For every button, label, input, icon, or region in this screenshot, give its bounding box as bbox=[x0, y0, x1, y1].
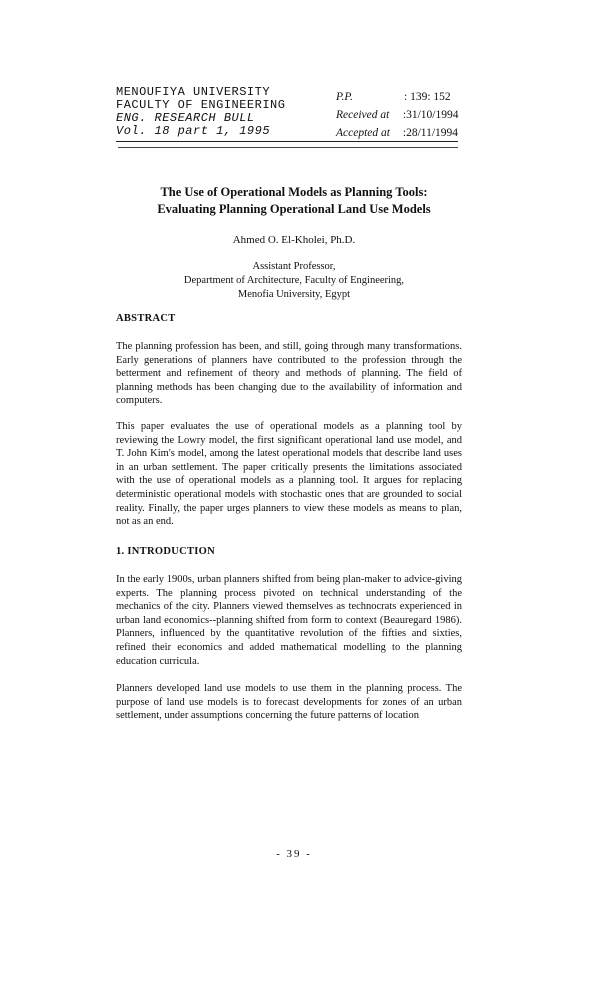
title-line-1: The Use of Operational Models as Planning Tools: bbox=[160, 185, 428, 199]
pp-label: P.P. bbox=[336, 91, 353, 103]
received-value: :31/10/1994 bbox=[402, 109, 459, 121]
journal-info bbox=[116, 86, 285, 138]
received-label: Received at bbox=[336, 109, 390, 121]
received-date bbox=[336, 106, 458, 124]
abstract-paragraph-2: This paper evaluates the use of operational models as a planning tool by reviewing the Lowry model, the first significant operational land use model, and T. John Kim's model, among the latest operational models that describe land uses in an urban settlement. The paper critically presents the limitations associated with the use of operational models as a planning tool. It argues for replacing deterministic operational models with stochastic ones that are grounded to social reality. Finally, the paper urges planners to view these models as means to plan, not as an end. bbox=[116, 421, 462, 528]
introduction-paragraph-2: Planners developed land use models to use them in the planning process. The purpose of land use models is to forecast developments for zones of an urban settlement, under assumptions concerning the future patterns of location bbox=[116, 683, 462, 722]
title-line-2: Evaluating Planning Operational Land Use Models bbox=[157, 202, 431, 216]
accepted-label: Accepted at bbox=[336, 127, 390, 139]
affiliation-line-1: Assistant Professor, bbox=[252, 261, 336, 272]
pp-value: : 139: 152 bbox=[404, 91, 451, 103]
introduction-paragraph-1: In the early 1900s, urban planners shifted from being plan-maker to advice-giving experts. The planning process pivoted on technical understanding of the mechanics of the city. Planners viewed themselves as technocrats experienced in urban land economics--planning shifted from form to context (Beauregard 1986). Planners, influenced by the quantitative revolution of the fifties and sixties, refined their economics and added mathematical modelling to the planning education curricula. bbox=[116, 574, 462, 667]
paper-title bbox=[116, 184, 472, 218]
header-rule bbox=[116, 141, 458, 142]
university-name: MENOUFIYA UNIVERSITY bbox=[116, 85, 271, 99]
volume-info: Vol. 18 part 1, 1995 bbox=[116, 124, 271, 138]
author-affiliation bbox=[116, 260, 472, 302]
accepted-date bbox=[336, 124, 458, 142]
affiliation-line-2: Department of Architecture, Faculty of Engineering, bbox=[183, 275, 405, 286]
header-rule-secondary bbox=[118, 147, 458, 148]
affiliation-line-3: Menofia University, Egypt bbox=[237, 289, 351, 300]
introduction-heading: 1. INTRODUCTION bbox=[116, 546, 216, 557]
abstract-paragraph-1: The planning profession has been, and still, going through many transformations. Early generations of planners have contributed to the profession through the betterment and refinement of theory and methods of planning. The field of planning methods has been changing due to the availability of information and computers. bbox=[116, 341, 462, 407]
page-range bbox=[336, 88, 458, 106]
accepted-value: :28/11/1994 bbox=[402, 127, 459, 139]
author-name: Ahmed O. El-Kholei, Ph.D. bbox=[232, 234, 356, 246]
abstract-heading: ABSTRACT bbox=[116, 313, 176, 324]
publication-dates bbox=[336, 88, 458, 142]
journal-name: ENG. RESEARCH BULL bbox=[116, 111, 255, 125]
page-number: - 39 - bbox=[276, 848, 312, 860]
faculty-name: FACULTY OF ENGINEERING bbox=[116, 98, 286, 112]
